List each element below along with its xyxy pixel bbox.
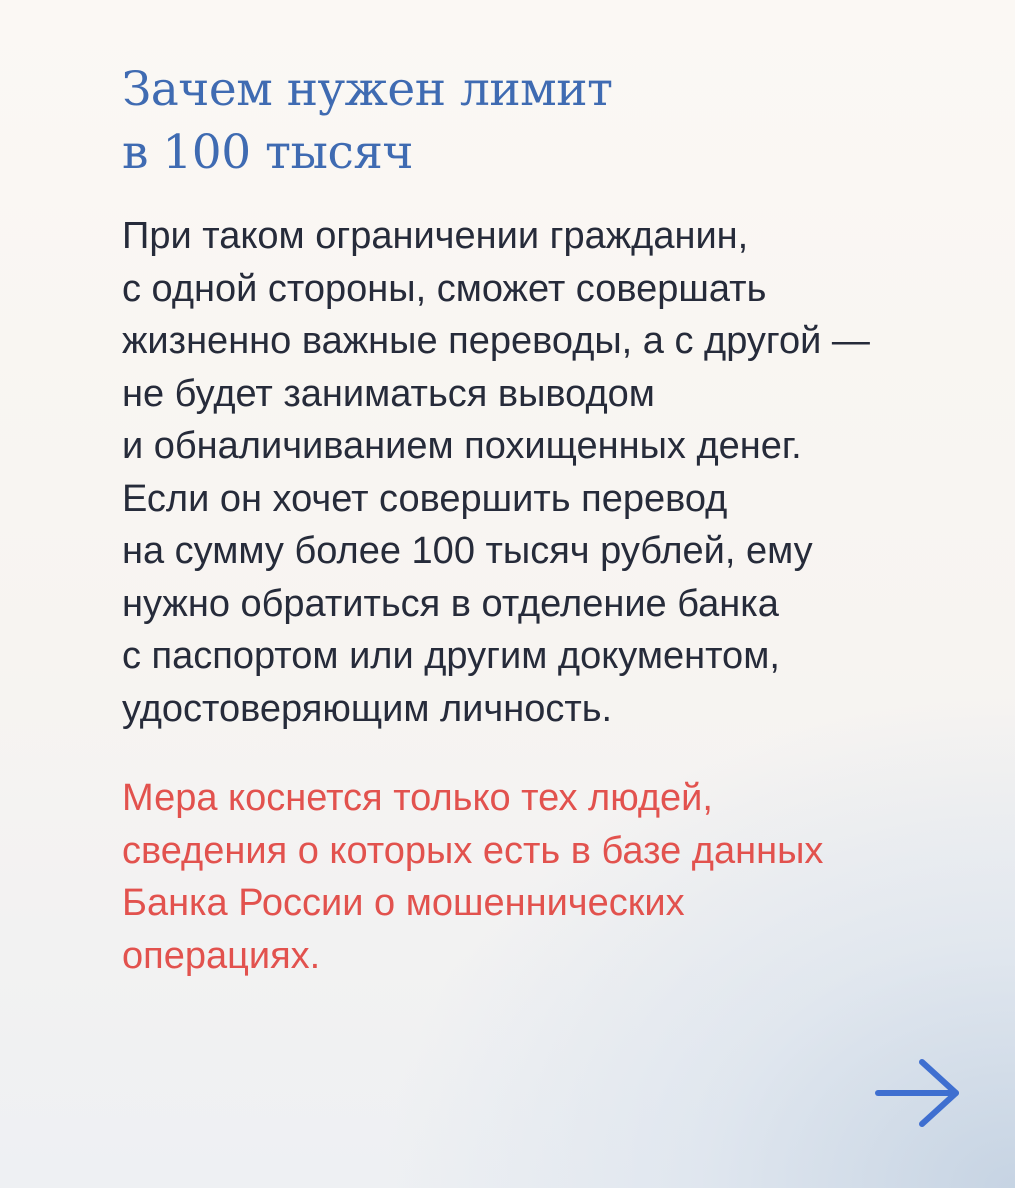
body-line: При таком ограничении гражданин, (122, 215, 749, 257)
body-line: удостоверяющим личность. (122, 687, 613, 730)
body-line: на сумму более 100 тысяч рублей, ему (122, 530, 813, 572)
highlight-line: Мера коснется только тех людей, (122, 777, 713, 819)
body-paragraph (122, 210, 992, 735)
body-line: не будет заниматься выводом (122, 372, 655, 415)
body-line: нужно обратиться в отделение банка (122, 582, 779, 625)
highlight-line: сведения о которых есть в базе данных (122, 829, 824, 872)
highlight-paragraph (122, 772, 992, 982)
title-line: Зачем нужен лимит (122, 62, 613, 117)
body-line: и обналичиванием похищенных денег. (122, 425, 802, 467)
body-line: с одной стороны, сможет совершать (122, 267, 767, 310)
body-line: Если он хочет совершить перевод (122, 477, 728, 520)
arrow-right-icon (872, 1056, 966, 1130)
highlight-line: Банка России о мошеннических (122, 882, 685, 924)
next-slide-button[interactable] (872, 1056, 966, 1130)
body-line: жизненно важные переводы, а с другой — (122, 320, 870, 362)
body-line: с паспортом или другим документом, (122, 635, 780, 677)
slide-title (122, 58, 942, 184)
highlight-line: операциях. (122, 934, 321, 977)
title-line: в 100 тысяч (122, 125, 414, 180)
